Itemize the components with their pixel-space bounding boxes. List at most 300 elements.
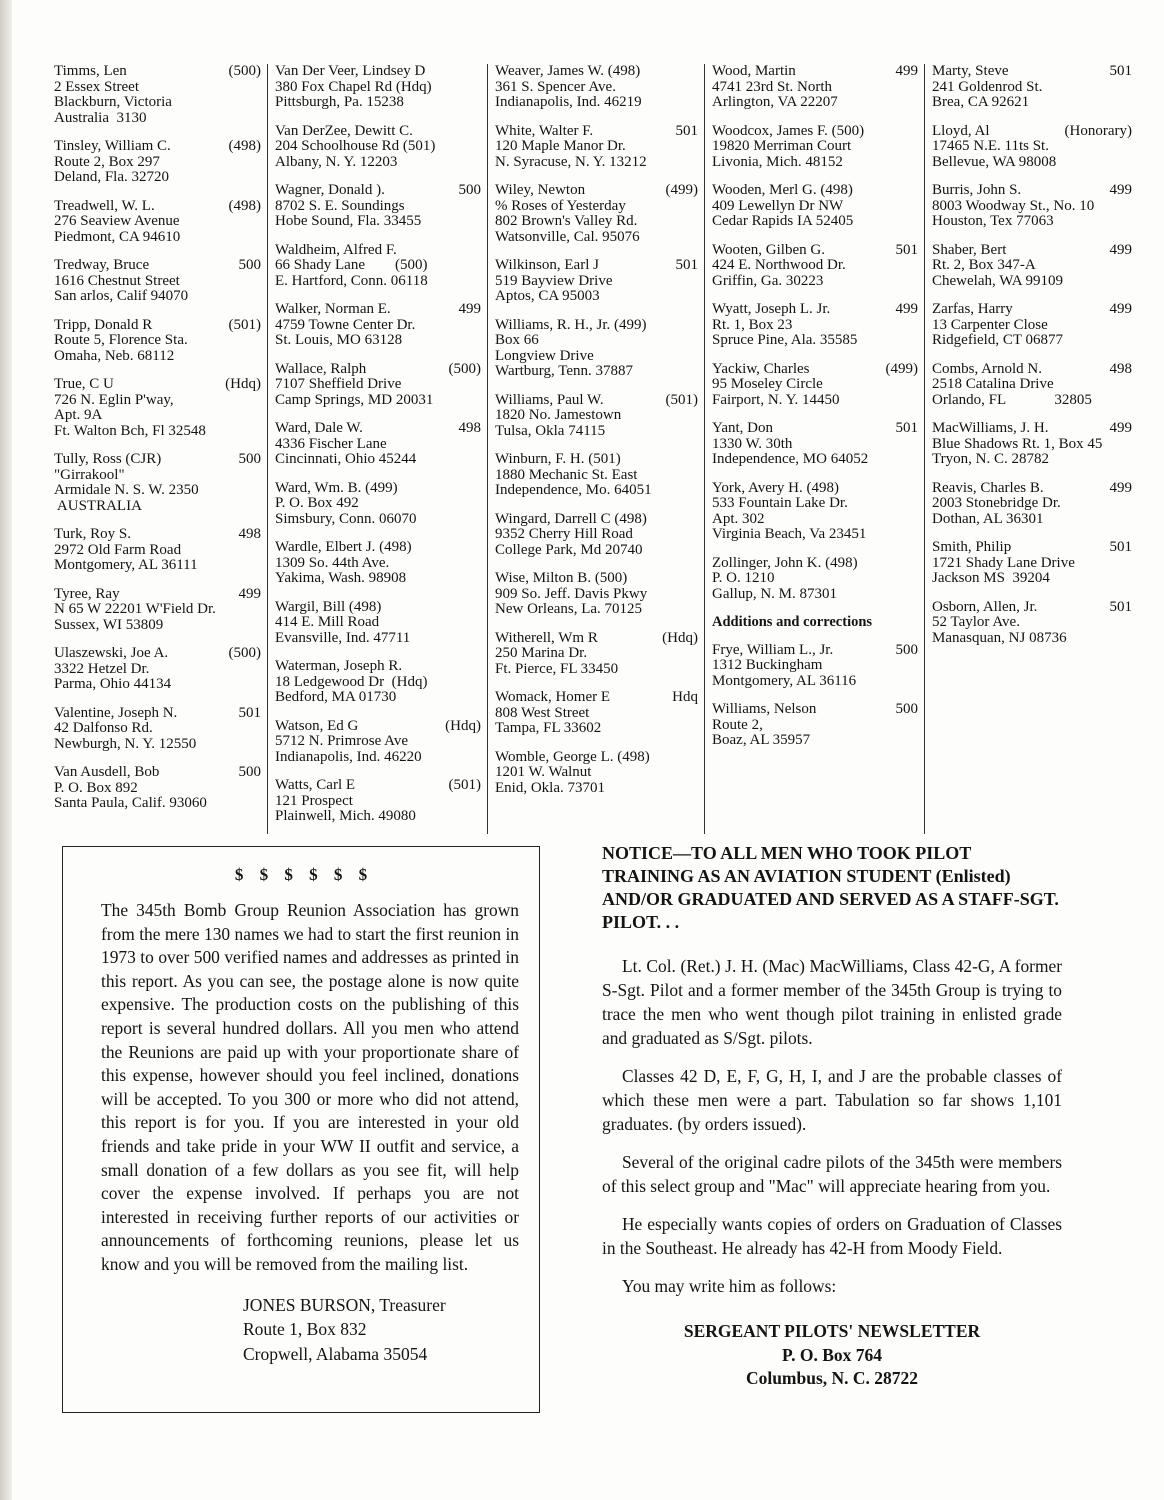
donation-paragraph: The 345th Bomb Group Reunion Association has grown from the mere 130 names we had to start the first reunion in 1973 to over 500 verified names and addresses as printed in this report. As you can see, the postage alone is now quite expensive. The production costs on the publishing of this report is several hundred dollars. All you men who attend the Reunions are paid up with your proportionate share of this expense, however should you feel inclined, donations will be accepted. To you 300 or more who did not attend, this report is for you. If you are interested in your old friends and take pride in your WW II outfit and service, a small donation of a few dollars as you see fit, will help cover the expense involved. If perhaps you are not interested in receiving further reports of our activities or announcements of forthcoming reunions, please let us know and you will be removed from the mailing list. bbox=[101, 900, 519, 1274]
address-line: Blackburn, Victoria bbox=[54, 95, 172, 110]
address-line: Route 2, Box 297 bbox=[54, 154, 160, 170]
directory-entry bbox=[495, 64, 698, 111]
notice-heading: NOTICE—TO ALL MEN WHO TOOK PILOT TRAINING AS AN AVIATION STUDENT (Enlisted) AND/OR GRADUATED AND SERVED AS A STAFF-SGT. PILOT. . . bbox=[602, 843, 1059, 932]
member-name: Burris, John S. bbox=[932, 183, 1022, 198]
member-name: York, Avery H. (498) bbox=[712, 480, 839, 496]
address-line: Ft. Walton Bch, Fl 32548 bbox=[54, 423, 206, 439]
squadron-code: 500 bbox=[895, 702, 918, 717]
address-line: Independence, Mo. 64051 bbox=[495, 483, 652, 498]
member-name: Osborn, Allen, Jr. bbox=[932, 599, 1038, 615]
notice-paragraph-3: Several of the original cadre pilots of the 345th were members of this select group and "Mac" will appreciate hearing from you. bbox=[602, 1152, 1062, 1196]
squadron-code: Hdq bbox=[672, 690, 698, 705]
squadron-code: 500 bbox=[238, 765, 261, 780]
entry-name-line bbox=[275, 64, 481, 80]
entry-name-line bbox=[712, 702, 918, 718]
address-line: 8003 Woodway St., No. 10 bbox=[932, 198, 1095, 214]
entry-name-line bbox=[275, 600, 481, 616]
address-line: 533 Fountain Lake Dr. bbox=[712, 496, 848, 511]
address-line: Montgomery, AL 36111 bbox=[54, 558, 198, 573]
address-line: 361 S. Spencer Ave. bbox=[495, 79, 616, 95]
address-line: P. O. Box 892 bbox=[54, 780, 138, 796]
directory-entry bbox=[275, 778, 481, 825]
squadron-code: 499 bbox=[1109, 302, 1132, 317]
squadron-code: 501 bbox=[1109, 599, 1132, 615]
member-name: Frye, William L., Jr. bbox=[712, 642, 834, 658]
entry-name-line bbox=[932, 183, 1132, 199]
entry-name-line bbox=[712, 362, 918, 378]
squadron-code: 501 bbox=[238, 705, 261, 721]
address-line: 241 Goldenrod St. bbox=[932, 79, 1043, 95]
directory-entry bbox=[495, 750, 698, 797]
address-line: N 65 W 22201 W'Field Dr. bbox=[54, 602, 216, 617]
squadron-code: (Honorary) bbox=[1064, 123, 1132, 139]
address-line: 13 Carpenter Close bbox=[932, 317, 1048, 333]
entry-name-line bbox=[495, 631, 698, 647]
member-name: Wise, Milton B. (500) bbox=[495, 571, 628, 586]
member-name: Timms, Len bbox=[54, 64, 127, 79]
member-name: Van DerZee, Dewitt C. bbox=[275, 123, 413, 139]
directory-entry bbox=[54, 199, 261, 246]
entry-name-line bbox=[932, 600, 1132, 616]
entry-name-line bbox=[495, 452, 698, 468]
treasurer-signature bbox=[243, 1293, 539, 1367]
address-line: Armidale N. S. W. 2350 bbox=[54, 483, 199, 498]
squadron-code: 499 bbox=[1109, 421, 1132, 436]
address-line: 42 Dalfonso Rd. bbox=[54, 721, 153, 736]
squadron-code: (501) bbox=[228, 317, 261, 333]
treasurer-address-line: Route 1, Box 832 bbox=[243, 1319, 367, 1339]
entry-name-line bbox=[54, 318, 261, 334]
directory-entry bbox=[495, 318, 698, 380]
address-line: Bellevue, WA 98008 bbox=[932, 154, 1057, 170]
entry-name-line bbox=[275, 659, 481, 675]
address-line: Australia 3130 bbox=[54, 110, 147, 126]
entry-name-line bbox=[712, 643, 918, 659]
member-name: Tripp, Donald R bbox=[54, 317, 153, 333]
address-line: N. Syracuse, N. Y. 13212 bbox=[495, 154, 647, 170]
treasurer-city-line: Cropwell, Alabama 35054 bbox=[243, 1343, 428, 1364]
member-name: Shaber, Bert bbox=[932, 242, 1007, 258]
entry-name-line bbox=[932, 421, 1132, 437]
directory-entry bbox=[712, 556, 918, 603]
entry-name-line bbox=[712, 183, 918, 199]
address-line: 7107 Sheffield Drive bbox=[275, 377, 402, 392]
entry-name-line bbox=[275, 719, 481, 735]
squadron-code: 501 bbox=[895, 242, 918, 258]
entry-name-line bbox=[712, 421, 918, 437]
directory-entry bbox=[275, 183, 481, 230]
entry-name-line bbox=[712, 64, 918, 80]
address-line: "Girrakool" bbox=[54, 467, 125, 483]
entry-name-line bbox=[54, 258, 261, 274]
member-name: Wardle, Elbert J. (498) bbox=[275, 540, 412, 555]
address-line: 3322 Hetzel Dr. bbox=[54, 661, 150, 677]
address-line: 2003 Stonebridge Dr. bbox=[932, 496, 1061, 511]
address-line: Chewelah, WA 99109 bbox=[932, 273, 1063, 289]
directory-entry bbox=[932, 243, 1132, 290]
address-line: 409 Lewellyn Dr NW bbox=[712, 198, 844, 214]
entry-name-line bbox=[495, 183, 698, 199]
squadron-code: 501 bbox=[1109, 64, 1132, 79]
squadron-code: 501 bbox=[675, 258, 698, 273]
pilot-notice bbox=[602, 842, 1062, 1391]
directory-entry bbox=[932, 124, 1132, 171]
directory-entry bbox=[932, 64, 1132, 111]
address-line: 204 Schoolhouse Rd (501) bbox=[275, 139, 436, 154]
address-line: 2 Essex Street bbox=[54, 79, 139, 95]
address-line: Boaz, AL 35957 bbox=[712, 733, 811, 748]
address-line: 808 West Street bbox=[495, 705, 590, 721]
address-line: Bedford, MA 01730 bbox=[275, 690, 397, 705]
page-gutter-shadow bbox=[0, 0, 12, 1500]
address-line: 1312 Buckingham bbox=[712, 658, 823, 673]
member-name: Wiley, Newton bbox=[495, 183, 586, 198]
address-line: Albany, N. Y. 12203 bbox=[275, 154, 398, 170]
notice-paragraph-4: He especially wants copies of orders on Graduation of Classes in the Southeast. He already has 42-H from Moody Field. bbox=[602, 1214, 1062, 1258]
member-name: Williams, Nelson bbox=[712, 702, 817, 717]
member-name: Marty, Steve bbox=[932, 64, 1009, 79]
entry-name-line bbox=[712, 124, 918, 140]
member-name: Wagner, Donald ). bbox=[275, 183, 385, 198]
member-name: Ward, Dale W. bbox=[275, 421, 363, 436]
squadron-code: (498) bbox=[228, 198, 261, 214]
address-line: Deland, Fla. 32720 bbox=[54, 170, 169, 185]
squadron-code: (499) bbox=[885, 361, 918, 377]
member-name: Lloyd, Al bbox=[932, 123, 990, 139]
squadron-code: (499) bbox=[665, 183, 698, 198]
directory-entry bbox=[932, 302, 1132, 349]
directory-entry bbox=[54, 139, 261, 186]
address-line: Omaha, Neb. 68112 bbox=[54, 348, 175, 364]
address-line: Houston, Tex 77063 bbox=[932, 214, 1054, 229]
squadron-code: 498 bbox=[1109, 361, 1132, 377]
directory-entry bbox=[54, 527, 261, 574]
address-line: Livonia, Mich. 48152 bbox=[712, 154, 843, 170]
member-name: Ulaszewski, Joe A. bbox=[54, 646, 169, 661]
address-line: Camp Springs, MD 20031 bbox=[275, 392, 434, 408]
address-line: 4759 Towne Center Dr. bbox=[275, 317, 416, 333]
address-line: 250 Marina Dr. bbox=[495, 646, 588, 661]
address-line: 95 Moseley Circle bbox=[712, 377, 823, 392]
entry-name-line bbox=[275, 481, 481, 497]
entry-name-line bbox=[275, 421, 481, 437]
entry-name-line bbox=[932, 302, 1132, 318]
member-directory bbox=[54, 64, 1144, 834]
member-name: Witherell, Wm R bbox=[495, 630, 598, 646]
donation-box bbox=[62, 846, 540, 1413]
directory-column-4-entries bbox=[712, 64, 918, 602]
entry-name-line bbox=[275, 540, 481, 556]
address-line: College Park, Md 20740 bbox=[495, 542, 643, 558]
member-name: Womble, George L. (498) bbox=[495, 749, 650, 765]
entry-name-line bbox=[932, 481, 1132, 497]
entry-name-line bbox=[54, 199, 261, 215]
address-line: Apt. 302 bbox=[712, 511, 765, 527]
address-line: Longview Drive bbox=[495, 348, 594, 364]
directory-entry bbox=[712, 702, 918, 749]
entry-name-line bbox=[495, 690, 698, 706]
member-name: Wallace, Ralph bbox=[275, 361, 367, 377]
member-name: Woodcox, James F. (500) bbox=[712, 123, 865, 139]
member-name: Ward, Wm. B. (499) bbox=[275, 480, 398, 496]
entry-name-line bbox=[54, 587, 261, 603]
member-name: Treadwell, W. L. bbox=[54, 198, 155, 214]
directory-entry bbox=[932, 600, 1132, 647]
directory-column-5 bbox=[932, 64, 1132, 834]
directory-entry bbox=[495, 452, 698, 499]
directory-entry bbox=[275, 421, 481, 468]
member-name: Smith, Philip bbox=[932, 540, 1012, 555]
directory-entry bbox=[712, 64, 918, 111]
squadron-code: 501 bbox=[1109, 540, 1132, 555]
directory-entry bbox=[54, 452, 261, 514]
address-line: 121 Prospect bbox=[275, 793, 353, 809]
address-line: Plainwell, Mich. 49080 bbox=[275, 809, 416, 824]
newsletter-city: Columbus, N. C. 28722 bbox=[745, 1368, 919, 1388]
member-name: Weaver, James W. (498) bbox=[495, 64, 641, 79]
squadron-code: 499 bbox=[895, 64, 918, 79]
entry-name-line bbox=[712, 556, 918, 572]
member-name: Williams, Paul W. bbox=[495, 392, 604, 408]
address-line: AUSTRALIA bbox=[54, 498, 142, 514]
address-line: 1309 So. 44th Ave. bbox=[275, 555, 390, 571]
address-line: Aptos, CA 95003 bbox=[495, 289, 600, 304]
squadron-code: (500) bbox=[228, 646, 261, 661]
directory-entry bbox=[275, 302, 481, 349]
newsletter-address bbox=[602, 1320, 1062, 1391]
squadron-code: (501) bbox=[665, 392, 698, 408]
directory-entry bbox=[54, 646, 261, 693]
member-name: Yant, Don bbox=[712, 421, 773, 436]
directory-entry bbox=[275, 719, 481, 766]
member-name: Walker, Norman E. bbox=[275, 302, 391, 317]
address-line: Ft. Pierce, FL 33450 bbox=[495, 661, 619, 677]
directory-entry bbox=[275, 481, 481, 528]
address-line: Cedar Rapids IA 52405 bbox=[712, 214, 854, 229]
directory-entry bbox=[275, 64, 481, 111]
directory-entry bbox=[54, 587, 261, 634]
member-name: Wooden, Merl G. (498) bbox=[712, 183, 853, 198]
address-line: Virginia Beach, Va 23451 bbox=[712, 527, 867, 542]
member-name: Tyree, Ray bbox=[54, 586, 120, 602]
squadron-code: 501 bbox=[895, 421, 918, 436]
address-line: 276 Seaview Avenue bbox=[54, 214, 180, 229]
member-name: Turk, Roy S. bbox=[54, 527, 131, 542]
entry-name-line bbox=[495, 571, 698, 587]
address-line: P. O. 1210 bbox=[712, 571, 775, 586]
address-line: 8702 S. E. Soundings bbox=[275, 198, 405, 214]
entry-name-line bbox=[54, 377, 261, 393]
member-name: Reavis, Charles B. bbox=[932, 480, 1044, 496]
entry-name-line bbox=[54, 706, 261, 722]
address-line: 2518 Catalina Drive bbox=[932, 377, 1054, 392]
directory-entry bbox=[712, 421, 918, 468]
entry-name-line bbox=[495, 258, 698, 274]
directory-column-3 bbox=[495, 64, 705, 834]
directory-entry bbox=[712, 643, 918, 690]
address-line: 52 Taylor Ave. bbox=[932, 615, 1020, 630]
entry-name-line bbox=[275, 124, 481, 140]
additions-entries bbox=[712, 643, 918, 749]
address-line: St. Louis, MO 63128 bbox=[275, 333, 403, 348]
entry-name-line bbox=[932, 124, 1132, 140]
entry-name-line bbox=[495, 750, 698, 766]
entry-name-line bbox=[54, 452, 261, 468]
address-line: 1820 No. Jamestown bbox=[495, 408, 622, 423]
address-line: 2972 Old Farm Road bbox=[54, 542, 182, 558]
notice-paragraph-1: Lt. Col. (Ret.) J. H. (Mac) MacWilliams, Class 42-G, A former S-Sgt. Pilot and a former member of the 345th Group is trying to trace the men who went though pilot training in enlisted grade and graduated as S/Sgt. pilots. bbox=[602, 956, 1062, 1048]
squadron-code: 498 bbox=[458, 421, 481, 436]
address-line: P. O. Box 492 bbox=[275, 496, 359, 511]
member-name: Wyatt, Joseph L. Jr. bbox=[712, 302, 831, 317]
squadron-code: (Hdq) bbox=[662, 630, 698, 646]
address-line: 4336 Fischer Lane bbox=[275, 436, 387, 452]
member-name: Watts, Carl E bbox=[275, 778, 356, 793]
entry-name-line bbox=[495, 393, 698, 409]
entry-name-line bbox=[495, 124, 698, 140]
address-line: Pittsburgh, Pa. 15238 bbox=[275, 95, 404, 110]
newsletter-box: P. O. Box 764 bbox=[782, 1344, 882, 1365]
entry-name-line bbox=[54, 646, 261, 662]
address-line: Fairport, N. Y. 14450 bbox=[712, 392, 840, 408]
directory-entry bbox=[54, 318, 261, 365]
directory-entry bbox=[275, 659, 481, 706]
address-line: Jackson MS 39204 bbox=[932, 571, 1050, 586]
address-line: Gallup, N. M. 87301 bbox=[712, 586, 837, 602]
directory-entry bbox=[495, 690, 698, 737]
member-name: Wingard, Darrell C (498) bbox=[495, 511, 647, 527]
directory-entry bbox=[495, 571, 698, 618]
directory-entry bbox=[54, 706, 261, 753]
address-line: 17465 N.E. 11ts St. bbox=[932, 139, 1049, 154]
directory-entry bbox=[495, 393, 698, 440]
squadron-code: (501) bbox=[448, 778, 481, 793]
squadron-code: 500 bbox=[895, 642, 918, 658]
entry-name-line bbox=[275, 183, 481, 199]
directory-entry bbox=[932, 481, 1132, 528]
squadron-code: 499 bbox=[238, 586, 261, 602]
squadron-code: 500 bbox=[238, 452, 261, 467]
newsletter-name: SERGEANT PILOTS' NEWSLETTER bbox=[683, 1321, 981, 1341]
directory-entry bbox=[712, 183, 918, 230]
address-line: 1880 Mechanic St. East bbox=[495, 467, 638, 483]
member-name: Yackiw, Charles bbox=[712, 361, 810, 377]
member-name: Wood, Martin bbox=[712, 64, 796, 79]
member-name: MacWilliams, J. H. bbox=[932, 421, 1049, 436]
address-line: New Orleans, La. 70125 bbox=[495, 602, 643, 617]
address-line: Route 5, Florence Sta. bbox=[54, 333, 188, 348]
directory-entry bbox=[495, 183, 698, 245]
squadron-code: 499 bbox=[1109, 480, 1132, 496]
address-line: 1330 W. 30th bbox=[712, 436, 793, 452]
address-line: Evansville, Ind. 47711 bbox=[275, 630, 411, 646]
additions-heading: Additions and corrections bbox=[712, 614, 873, 630]
address-line: Manasquan, NJ 08736 bbox=[932, 630, 1067, 646]
address-line: Blue Shadows Rt. 1, Box 45 bbox=[932, 436, 1103, 452]
address-line: Spruce Pine, Ala. 35585 bbox=[712, 333, 858, 348]
squadron-code: 500 bbox=[458, 183, 481, 198]
address-line: San arlos, Calif 94070 bbox=[54, 289, 189, 304]
address-line: Dothan, AL 36301 bbox=[932, 511, 1044, 527]
address-line: 1721 Shady Lane Drive bbox=[932, 555, 1075, 571]
directory-column-1 bbox=[54, 64, 268, 834]
address-line: Parma, Ohio 44134 bbox=[54, 677, 172, 692]
address-line: Independence, MO 64052 bbox=[712, 452, 869, 467]
address-line: Tulsa, Okla 74115 bbox=[495, 423, 606, 439]
address-line: Montgomery, AL 36116 bbox=[712, 673, 857, 689]
member-name: Zarfas, Harry bbox=[932, 302, 1013, 317]
directory-entry bbox=[712, 362, 918, 409]
member-name: Tinsley, William C. bbox=[54, 139, 171, 154]
directory-entry bbox=[495, 512, 698, 559]
entry-name-line bbox=[712, 481, 918, 497]
address-line: 1201 W. Walnut bbox=[495, 765, 592, 780]
member-name: Waldheim, Alfred F. bbox=[275, 242, 397, 258]
address-line: 4741 23rd St. North bbox=[712, 79, 832, 95]
directory-column-4 bbox=[712, 64, 925, 834]
address-line: 414 E. Mill Road bbox=[275, 615, 380, 630]
directory-entry bbox=[712, 481, 918, 543]
entry-name-line bbox=[54, 139, 261, 155]
address-line: Route 2, bbox=[712, 717, 763, 733]
entry-name-line bbox=[275, 302, 481, 318]
address-line: Arlington, VA 22207 bbox=[712, 95, 838, 110]
entry-name-line bbox=[275, 778, 481, 794]
directory-entry bbox=[932, 183, 1132, 230]
squadron-code: 499 bbox=[458, 302, 481, 317]
treasurer-name: JONES BURSON, Treasurer bbox=[243, 1294, 446, 1315]
dollar-signs-heading: $ $ $ $ $ $ bbox=[234, 865, 368, 884]
squadron-code: (500) bbox=[448, 361, 481, 377]
directory-entry bbox=[54, 64, 261, 126]
member-name: Tully, Ross (CJR) bbox=[54, 452, 162, 467]
squadron-code: (Hdq) bbox=[445, 718, 481, 734]
directory-entry bbox=[275, 243, 481, 290]
directory-column-2 bbox=[275, 64, 488, 834]
address-line: Yakima, Wash. 98908 bbox=[275, 571, 407, 586]
directory-entry bbox=[932, 362, 1132, 409]
entry-name-line bbox=[712, 302, 918, 318]
address-line: 726 N. Eglin P'way, bbox=[54, 392, 174, 408]
directory-entry bbox=[932, 421, 1132, 468]
address-line: Tryon, N. C. 28782 bbox=[932, 452, 1049, 467]
address-line: Rt. 1, Box 23 bbox=[712, 317, 793, 333]
member-name: Williams, R. H., Jr. (499) bbox=[495, 317, 647, 333]
directory-entry bbox=[495, 631, 698, 678]
address-line: Sussex, WI 53809 bbox=[54, 617, 164, 633]
address-line: Piedmont, CA 94610 bbox=[54, 229, 181, 245]
directory-entry bbox=[275, 600, 481, 647]
address-line: Newburgh, N. Y. 12550 bbox=[54, 736, 197, 752]
notice-paragraph-5: You may write him as follows: bbox=[622, 1276, 837, 1296]
squadron-code: (Hdq) bbox=[225, 377, 261, 392]
address-line: 66 Shady Lane (500) bbox=[275, 258, 428, 273]
address-line: 19820 Merriman Court bbox=[712, 139, 852, 154]
directory-entry bbox=[275, 124, 481, 171]
squadron-code: 499 bbox=[1109, 242, 1132, 258]
address-line: % Roses of Yesterday bbox=[495, 198, 626, 214]
address-line: 1616 Chestnut Street bbox=[54, 273, 180, 289]
address-line: Santa Paula, Calif. 93060 bbox=[54, 796, 207, 811]
address-line: Enid, Okla. 73701 bbox=[495, 780, 605, 796]
address-line: Indianapolis, Ind. 46219 bbox=[495, 95, 642, 110]
address-line: Brea, CA 92621 bbox=[932, 95, 1030, 110]
directory-entry bbox=[54, 377, 261, 439]
entry-name-line bbox=[932, 540, 1132, 556]
squadron-code: 499 bbox=[895, 302, 918, 317]
entry-name-line bbox=[495, 64, 698, 80]
entry-name-line bbox=[932, 243, 1132, 259]
